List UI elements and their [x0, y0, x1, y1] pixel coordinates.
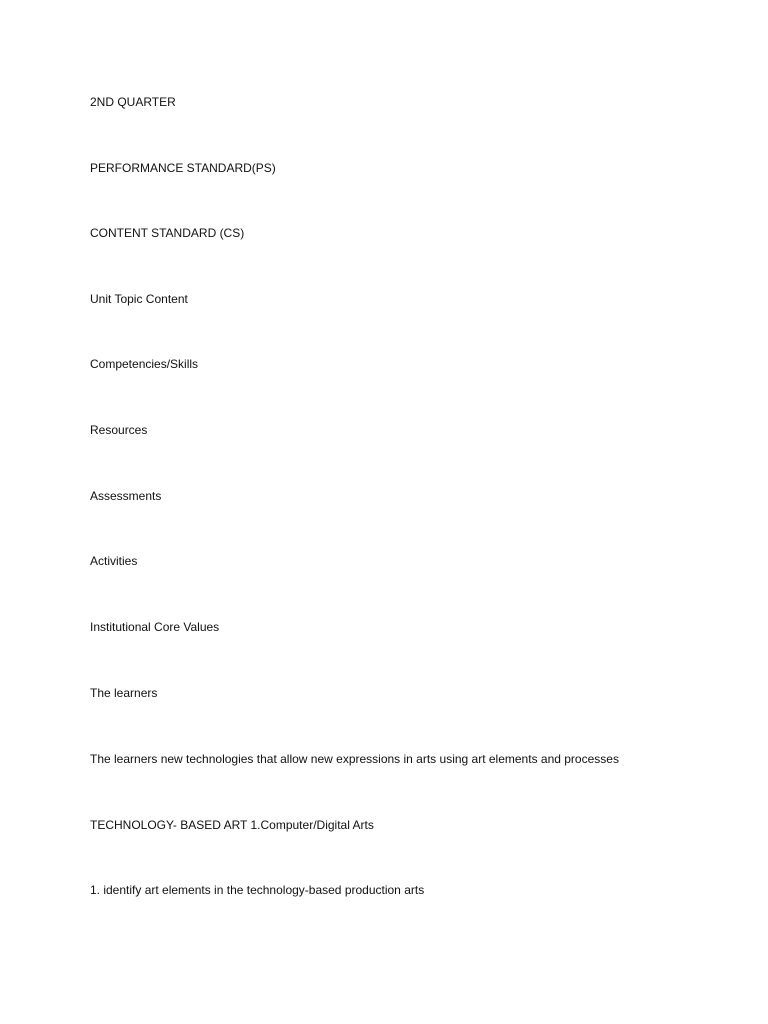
- paragraph-performance-standard: PERFORMANCE STANDARD(PS): [90, 161, 276, 175]
- paragraph-technology-based-art: TECHNOLOGY- BASED ART 1.Computer/Digital Arts: [90, 818, 374, 832]
- paragraph-content-standard: CONTENT STANDARD (CS): [90, 226, 245, 240]
- paragraph-competencies-skills: Competencies/Skills: [90, 357, 199, 371]
- paragraph-learners-technologies: The learners new technologies that allow new expressions in arts using art elements and processes: [90, 752, 619, 766]
- paragraph-the-learners: The learners: [90, 686, 158, 700]
- paragraph-institutional-core-values: Institutional Core Values: [90, 620, 220, 634]
- paragraph-identify-art-elements: 1. identify art elements in the technology-based production arts: [90, 883, 425, 897]
- paragraph-activities: Activities: [90, 554, 138, 568]
- paragraph-assessments: Assessments: [90, 489, 162, 503]
- paragraph-unit-topic-content: Unit Topic Content: [90, 292, 188, 306]
- paragraph-resources: Resources: [90, 423, 148, 437]
- paragraph-quarter: 2ND QUARTER: [90, 95, 176, 109]
